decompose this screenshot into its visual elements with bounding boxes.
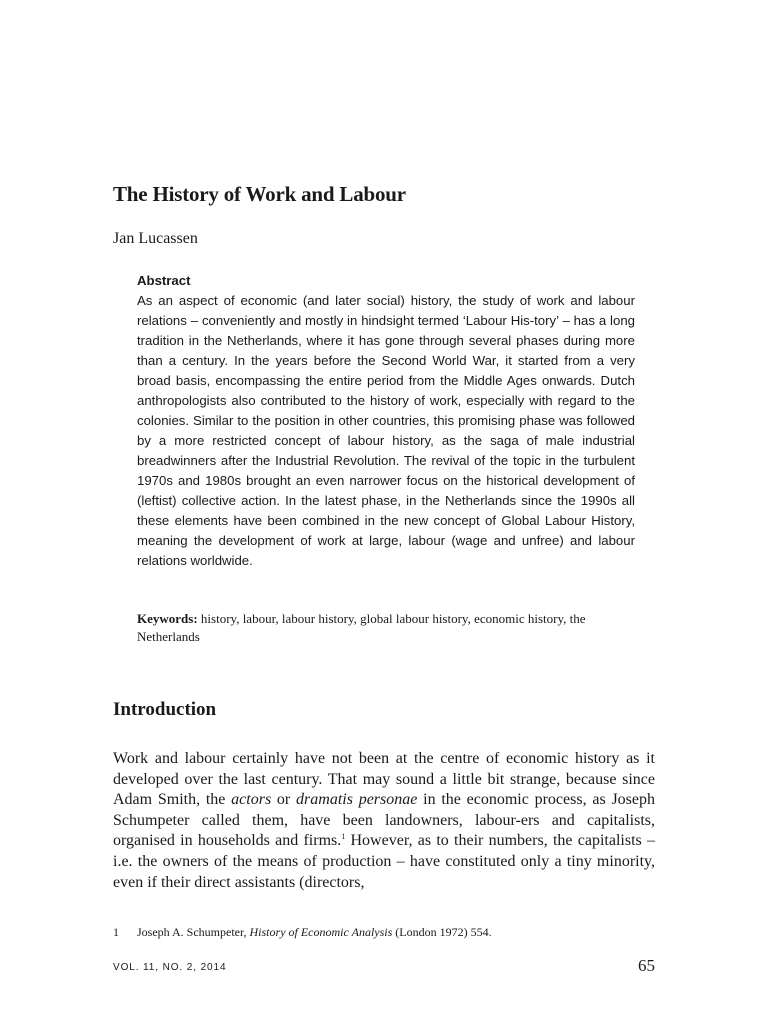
keywords-section bbox=[137, 610, 637, 645]
paragraph-text: However, as to their numbers, the capitalists – i.e. the owners of the means of production – have constituted only a tiny minority, even if their direct assistants (directors, bbox=[113, 832, 655, 891]
abstract-heading: Abstract bbox=[137, 273, 191, 288]
section-heading-introduction: Introduction bbox=[113, 699, 217, 720]
article-author: Jan Lucassen bbox=[113, 230, 198, 247]
abstract-section bbox=[137, 271, 635, 571]
keywords-label: Keywords: bbox=[137, 611, 198, 626]
footnote-book-title: History of Economic Analysis bbox=[249, 925, 393, 939]
italic-term: dramatis personae bbox=[296, 791, 418, 809]
journal-info: VOL. 11, NO. 2, 2014 bbox=[113, 962, 227, 973]
abstract-text: As an aspect of economic (and later social) history, the study of work and labour relations – conveniently and mostly in hindsight termed ‘Labour His-tory’ – has a long tradition in the Netherlands, where it has gone through several phases during more than a century. In the years before the Second World War, it started from a very broad basis, encompassing the entire period from the Middle Ages onwards. Dutch anthropologists also contributed to the history of work, especially with regard to the colonies. Similar to the position in other countries, this promising phase was followed by a more restricted concept of labour history, as the saga of male industrial breadwinners after the Industrial Revolution. The revival of the topic in the turbulent 1970s and 1980s brought an even narrower focus on the historical development of (leftist) collective action. In the latest phase, in the Netherlands since the 1990s all these elements have been combined in the new concept of Global Labour History, meaning the development of work at large, labour (wage and unfree) and labour relations worldwide. bbox=[137, 293, 635, 568]
footnote-author: Joseph A. Schumpeter, bbox=[137, 925, 250, 939]
paragraph-text: in the economic process, as Joseph Schumpeter called them, have been landowners, labour-ers and capitalists, organised in households and firms. bbox=[113, 791, 655, 850]
keywords-list: history, labour, labour history, global labour history, economic history, the Netherlands bbox=[137, 611, 586, 644]
paragraph-text: Work and labour certainly have not been at the centre of economic history as it developed over the last century. That may sound a little bit strange, because since Adam Smith, the bbox=[113, 750, 655, 809]
footnote bbox=[113, 924, 658, 940]
footnote-reference[interactable]: 1 bbox=[341, 832, 346, 842]
footnote-citation: (London 1972) 554. bbox=[392, 925, 492, 939]
article-title: The History of Work and Labour bbox=[113, 182, 406, 206]
page-number: 65 bbox=[638, 956, 655, 975]
paragraph-text: or bbox=[271, 791, 297, 809]
introduction-paragraph bbox=[113, 749, 655, 893]
italic-term: actors bbox=[231, 791, 272, 809]
footnote-number: 1 bbox=[113, 925, 119, 939]
